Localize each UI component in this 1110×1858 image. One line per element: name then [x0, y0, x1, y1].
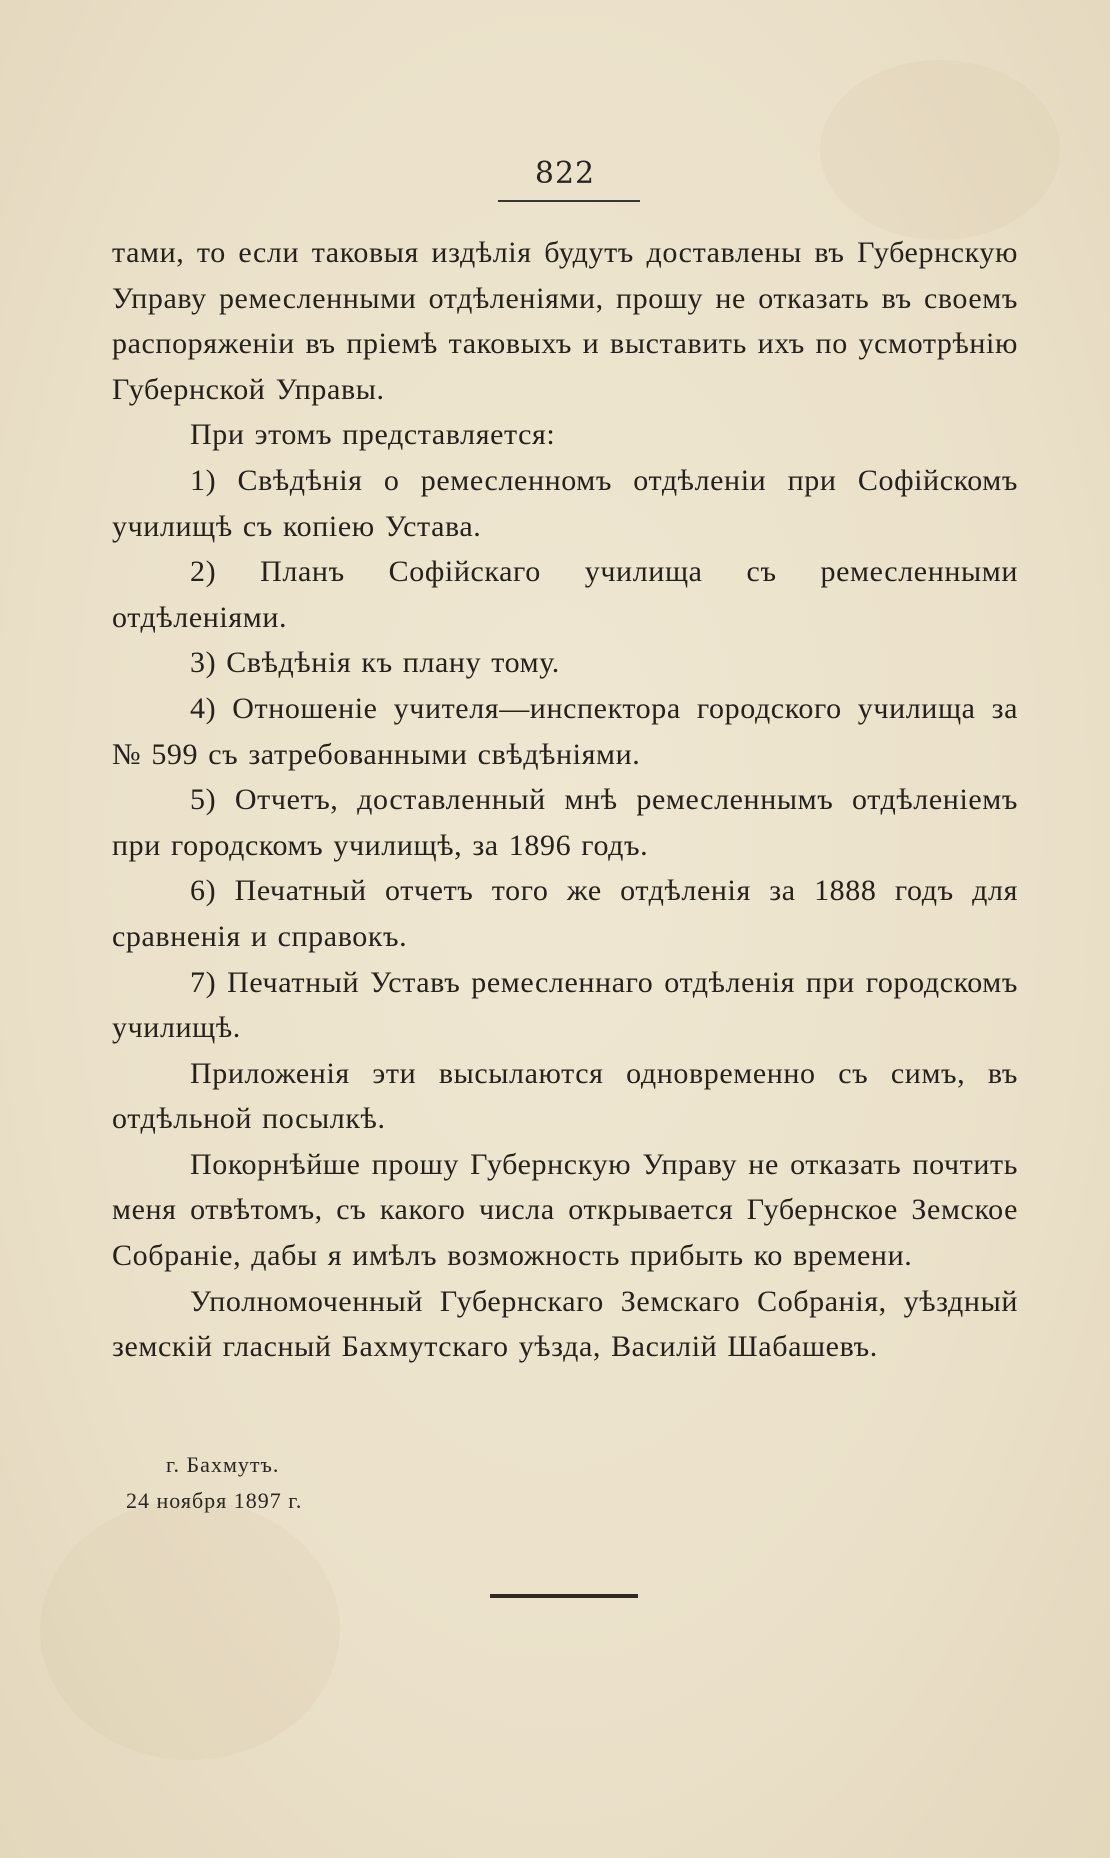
paragraph: Приложенія эти высылаются одновременно съ симъ, въ отдѣльной посылкѣ.	[112, 1056, 1018, 1136]
date-of-signing: 24 ноября 1897 г.	[126, 1488, 303, 1513]
paragraph: 4) Отношеніе учителя—инспектора городского училища за № 599 съ затребованными свѣдѣніями.	[112, 691, 1018, 771]
paper-stain	[40, 1500, 340, 1760]
paper-stain	[820, 60, 1060, 240]
paragraph: 1) Свѣдѣнія о ремесленномъ отдѣленіи при Софійскомъ училищѣ съ копіею Устава.	[112, 463, 1018, 543]
paragraph: 7) Печатный Уставъ ремесленнаго отдѣленія при городскомъ училищѣ.	[112, 965, 1018, 1045]
paragraph: 2) Планъ Софійскаго училища съ ремесленными отдѣленіями.	[112, 555, 1018, 634]
place-of-signing: г. Бахмутъ.	[166, 1452, 280, 1477]
body-text	[112, 230, 1018, 1370]
paragraph: Покорнѣйше прошу Губернскую Управу не отказать почтить меня отвѣтомъ, съ какого числа открывается Губернское Земское Собраніе, дабы я имѣлъ возможность прибыть ко времени.	[112, 1147, 1018, 1273]
header-rule	[498, 200, 640, 202]
paragraph: 3) Свѣдѣнія къ плану тому.	[190, 646, 560, 680]
page-number: 822	[534, 156, 596, 191]
end-rule	[490, 1594, 638, 1598]
paragraph: 5) Отчетъ, доставленный мнѣ ремесленнымъ отдѣленіемъ при городскомъ училищѣ, за 1896 годъ.	[112, 783, 1018, 862]
paragraph: Уполномоченный Губернскаго Земскаго Собранія, уѣздный земскій гласный Бахмутскаго уѣзда, Василій Шабашевъ.	[112, 1284, 1018, 1364]
paragraph: тами, то если таковыя издѣлія будутъ доставлены въ Губернскую Управу ремесленными отдѣленіями, прошу не отказать въ своемъ распоряженіи въ пріемѣ таковыхъ и выставить ихъ по усмотрѣнію Губернской Управы.	[112, 236, 1018, 406]
paragraph: 6) Печатный отчетъ того же отдѣленія за 1888 годъ для сравненія и справокъ.	[112, 874, 1018, 953]
paragraph: При этомъ представляется:	[190, 418, 556, 452]
